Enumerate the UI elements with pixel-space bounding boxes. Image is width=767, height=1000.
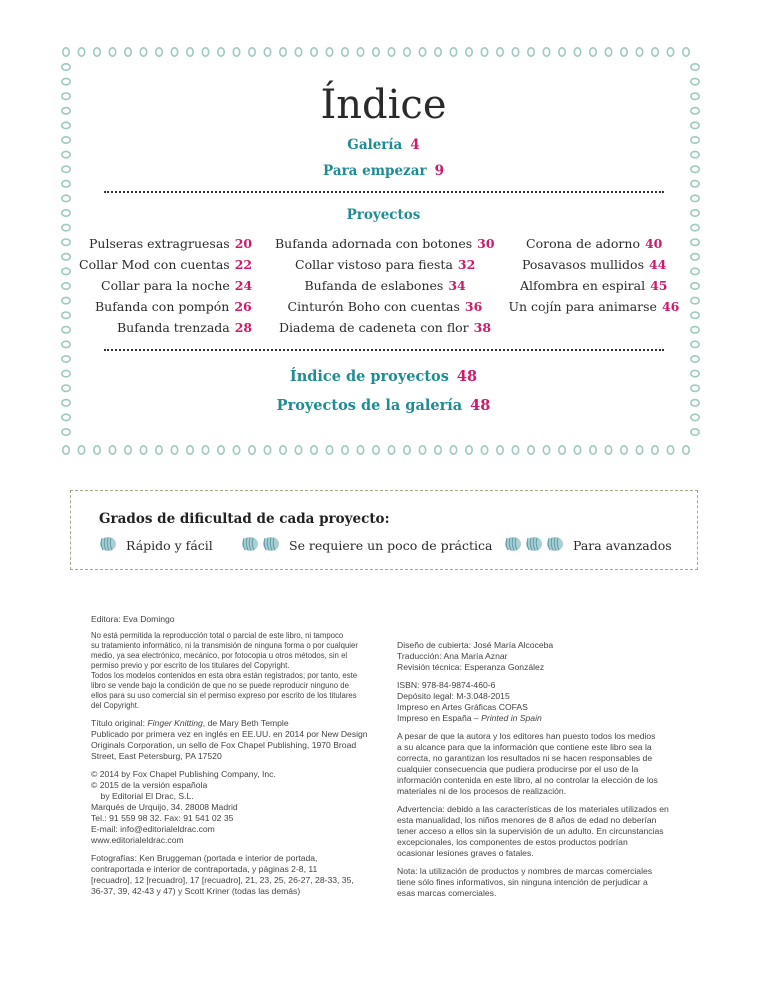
- frame-dot: [62, 429, 70, 435]
- copyright-block: [91, 769, 381, 846]
- frame-dot: [691, 312, 699, 318]
- toc-page: 34: [448, 278, 466, 293]
- toc-project-item[interactable]: [279, 320, 491, 335]
- frame-dot: [683, 446, 689, 454]
- grade-label: Para avanzados: [573, 538, 672, 553]
- toc-page: 36: [464, 299, 483, 314]
- frame-dot: [171, 48, 177, 56]
- frame-dot: [140, 446, 146, 454]
- grade-easy: [99, 536, 213, 555]
- frame-dot: [63, 48, 69, 56]
- warning: [397, 804, 707, 859]
- frame-dot: [342, 446, 348, 454]
- text-line: © 2014 by Fox Chapel Publishing Company, Inc.: [91, 769, 276, 779]
- text-line: A pesar de que la autora y los editores han puesto todos los medios: [397, 731, 656, 741]
- toc-page: 30: [477, 236, 495, 251]
- text-line: esas marcas comerciales.: [397, 888, 497, 898]
- frame-dot: [125, 48, 131, 56]
- text-line: ocasionar lesiones graves o fatales.: [397, 848, 534, 858]
- frame-dot: [388, 48, 394, 56]
- frame-dot: [466, 48, 472, 56]
- text-line: [recuadro], 12 [recuadro], 17 [recuadro], 21, 23, 25, 26-27, 28-33, 35,: [91, 875, 354, 885]
- frame-dot: [621, 48, 627, 56]
- toc-page: 44: [648, 257, 667, 272]
- frame-dot: [202, 446, 208, 454]
- toc-project-item[interactable]: [526, 236, 662, 251]
- frame-dot: [404, 446, 410, 454]
- toc-project-item[interactable]: [89, 236, 252, 251]
- toc-page: 48: [456, 368, 478, 385]
- difficulty-grades-box: [70, 490, 698, 570]
- frame-dot: [311, 446, 317, 454]
- text-line: materiales ni de los procesos de realización.: [397, 786, 567, 796]
- text-line: tiene sólo fines informativos, sin ninguna intención de perjudicar a: [397, 877, 648, 887]
- frame-dot: [94, 446, 100, 454]
- frame-dot: [140, 48, 146, 56]
- toc-project-item[interactable]: [79, 257, 252, 272]
- toc-page: 46: [661, 299, 680, 314]
- frame-dot: [450, 48, 456, 56]
- frame-dot: [691, 268, 699, 274]
- frame-dot: [311, 48, 317, 56]
- frame-dot: [62, 254, 70, 260]
- yarn-ball-icon: [99, 536, 117, 552]
- frame-dot: [94, 48, 100, 56]
- frame-dot: [62, 181, 70, 187]
- toc-project-item[interactable]: [101, 278, 252, 293]
- frame-dot: [233, 48, 239, 56]
- page-title: Índice: [320, 82, 447, 128]
- grades-title: Grados de dificultad de cada proyecto:: [99, 511, 390, 527]
- frame-dot: [62, 224, 70, 230]
- toc-label: Galería: [347, 137, 403, 153]
- frame-dot: [109, 48, 115, 56]
- frame-dot: [481, 48, 487, 56]
- toc-label: Índice de proyectos: [289, 368, 449, 385]
- frame-dot: [559, 446, 565, 454]
- toc-project-item[interactable]: [295, 257, 475, 272]
- toc-label: Bufanda de eslabones: [304, 278, 444, 293]
- yarn-ball-icon: [262, 536, 280, 552]
- toc-label: Collar para la noche: [101, 278, 230, 293]
- frame-dot: [62, 385, 70, 391]
- toc-label: Bufanda con pompón: [95, 299, 230, 314]
- photo-credits: [91, 853, 381, 897]
- dotted-divider: [104, 349, 664, 351]
- text-line: correcta, no garantizan los resultados ni se hacen responsables de: [397, 753, 653, 763]
- frame-dot: [590, 446, 596, 454]
- frame-dot: [481, 446, 487, 454]
- text-line: contraportada e interior de contraportada, y páginas 2-8, 11: [91, 864, 318, 874]
- yarn-ball-icon: [525, 536, 543, 552]
- text-line: del Copyright.: [91, 701, 140, 710]
- toc-label: Posavasos mullidos: [522, 257, 644, 272]
- toc-label: Cinturón Boho con cuentas: [287, 299, 460, 314]
- text-line: información contenida en este libro, al no controlar la elección de los: [397, 775, 658, 785]
- frame-dot: [574, 48, 580, 56]
- frame-dot: [187, 446, 193, 454]
- text-line: E-mail: info@editorialeldrac.com: [91, 824, 215, 834]
- toc-project-item[interactable]: [288, 299, 483, 314]
- frame-dot: [691, 181, 699, 187]
- frame-dot: [435, 48, 441, 56]
- toc-page: 20: [234, 236, 253, 251]
- text-line: © 2015 de la versión española: [91, 780, 208, 790]
- toc-page: 48: [470, 397, 491, 414]
- frame-dot: [63, 446, 69, 454]
- frame-dot: [373, 446, 379, 454]
- frame-dot: [280, 48, 286, 56]
- frame-dot: [125, 446, 131, 454]
- toc-page: 45: [650, 278, 668, 293]
- toc-page: 38: [473, 320, 492, 335]
- frame-dot: [691, 254, 699, 260]
- frame-dot: [62, 268, 70, 274]
- disclaimer: [397, 731, 707, 797]
- text-line: Diseño de cubierta: José María Alcoceba: [397, 640, 554, 650]
- toc-page: 24: [234, 278, 253, 293]
- frame-dot: [590, 48, 596, 56]
- toc-project-item[interactable]: [522, 257, 666, 272]
- frame-dot: [342, 48, 348, 56]
- text-line: Impreso en Artes Gráficas COFAS: [397, 702, 528, 712]
- frame-dot: [62, 327, 70, 333]
- toc-link-para-empezar[interactable]: [0, 163, 767, 179]
- text-line: Marqués de Urquijo, 34. 28008 Madrid: [91, 802, 238, 812]
- toc-label: Alfombra en espiral: [520, 278, 646, 293]
- text-line: libro se vende bajo la condición de que no se puede reproducir ninguno de: [91, 681, 349, 690]
- rights-notice: [91, 631, 381, 711]
- frame-dot: [574, 446, 580, 454]
- yarn-ball-icon: [241, 536, 259, 552]
- toc-label: Proyectos de la galería: [276, 397, 463, 414]
- frame-dot: [171, 446, 177, 454]
- yarn-ball-icon: [504, 536, 522, 552]
- frame-dot: [264, 48, 270, 56]
- frame-dot: [528, 446, 534, 454]
- frame-dot: [357, 48, 363, 56]
- frame-dot: [652, 446, 658, 454]
- toc-project-item[interactable]: [117, 320, 252, 335]
- text-line: Nota: la utilización de productos y nombres de marcas comerciales: [397, 866, 653, 876]
- frame-dot: [326, 446, 332, 454]
- toc-label: Pulseras extragruesas: [89, 236, 230, 251]
- toc-project-item[interactable]: [275, 236, 495, 251]
- frame-dot: [419, 446, 425, 454]
- frame-dot: [683, 48, 689, 56]
- toc-label: Collar Mod con cuentas: [79, 257, 230, 272]
- text-line: a su alcance para que la información que contiene este libro sea la: [397, 742, 652, 752]
- toc-label: Para empezar: [323, 163, 427, 179]
- frame-dot: [543, 446, 549, 454]
- frame-dot: [691, 385, 699, 391]
- frame-dot: [605, 48, 611, 56]
- grade-advanced: [504, 536, 672, 555]
- toc-label: Collar vistoso para fiesta: [295, 257, 453, 272]
- frame-dot: [62, 414, 70, 420]
- frame-dot: [62, 283, 70, 289]
- frame-dot: [388, 446, 394, 454]
- toc-label: Diadema de cadeneta con flor: [279, 320, 469, 335]
- frame-dot: [667, 48, 673, 56]
- text-line: Street, East Petersburg, PA 17520: [91, 751, 222, 761]
- toc-link-galeria[interactable]: [0, 137, 767, 153]
- toc-page: 9: [434, 163, 444, 179]
- text-line: Revisión técnica: Esperanza González: [397, 662, 545, 672]
- text-line: Publicado por primera vez en inglés en EE.UU. en 2014 por New Design: [91, 729, 368, 739]
- text-line: permiso previo y por escrito de los titulares del Copyright.: [91, 661, 290, 670]
- toc-project-item[interactable]: [520, 278, 668, 293]
- frame-dot: [373, 48, 379, 56]
- frame-dot: [202, 48, 208, 56]
- toc-page: 4: [410, 137, 420, 153]
- frame-dot: [62, 356, 70, 362]
- frame-dot: [691, 414, 699, 420]
- frame-dot: [691, 195, 699, 201]
- credits-left: [91, 614, 381, 904]
- text-line: Originals Corporation, un sello de Fox Chapel Publishing, 1970 Broad: [91, 740, 357, 750]
- toc-project-item[interactable]: [95, 299, 252, 314]
- original-title: Título original: Finger Knitting, de Mary Beth Temple Publicado por primera vez en inglés en EE.UU. en 2014 por New Design Originals Corporation, un sello de Fox Chapel Publishing, 1970 Broad Street, East Petersburg, PA 17520: [91, 718, 381, 762]
- text-line: tener acceso a ellos sin la supervisión de un adulto. En circunstancias: [397, 826, 664, 836]
- toc-project-item[interactable]: [305, 278, 466, 293]
- frame-dot: [691, 327, 699, 333]
- frame-dot: [280, 446, 286, 454]
- text-line: excepcionales, los componentes de estos productos podrían: [397, 837, 628, 847]
- toc-page: 26: [234, 299, 252, 314]
- frame-dot: [249, 446, 255, 454]
- frame-dot: [156, 446, 162, 454]
- frame-dot: [691, 356, 699, 362]
- frame-dot: [497, 446, 503, 454]
- frame-dot: [543, 48, 549, 56]
- toc-project-item[interactable]: [509, 299, 680, 314]
- frame-dot: [62, 64, 70, 70]
- text-line: Traducción: Ana María Aznar: [397, 651, 508, 661]
- frame-dot: [357, 446, 363, 454]
- frame-dot: [636, 48, 642, 56]
- frame-dot: [691, 239, 699, 245]
- toc-link-indice-proyectos[interactable]: [0, 368, 767, 385]
- frame-dot: [109, 446, 115, 454]
- frame-dot: [667, 446, 673, 454]
- frame-dot: [691, 341, 699, 347]
- frame-dot: [691, 297, 699, 303]
- toc-label: Bufanda trenzada: [117, 320, 230, 335]
- frame-dot: [559, 48, 565, 56]
- toc-label: Bufanda adornada con botones: [275, 236, 473, 251]
- text-line: cualquier consecuencia que pudiera producirse por el uso de la: [397, 764, 639, 774]
- text-line: No está permitida la reproducción total o parcial de este libro, ni tampoco: [91, 631, 344, 640]
- frame-dot: [264, 446, 270, 454]
- frame-dot: [435, 446, 441, 454]
- frame-dot: [419, 48, 425, 56]
- text-line: www.editorialeldrac.com: [91, 835, 184, 845]
- frame-dot: [62, 341, 70, 347]
- toc-label: Corona de adorno: [526, 236, 640, 251]
- frame-dot: [295, 48, 301, 56]
- toc-page: 28: [234, 320, 253, 335]
- frame-dot: [621, 446, 627, 454]
- frame-dot: [691, 64, 699, 70]
- frame-dot: [497, 48, 503, 56]
- dotted-divider: [104, 191, 664, 193]
- grade-medium: [241, 536, 492, 555]
- design-credits: [397, 640, 707, 673]
- frame-dot: [62, 239, 70, 245]
- frame-dot: [691, 224, 699, 230]
- credits-right: [397, 640, 707, 906]
- frame-dot: [466, 446, 472, 454]
- frame-dot: [62, 195, 70, 201]
- text-line: Advertencia: debido a las características de los materiales utilizados en: [397, 804, 669, 814]
- text-line: Todos los modelos contenidos en esta obra están registrados; por tanto, este: [91, 671, 358, 680]
- text-line: by Editorial El Drac, S.L.: [91, 791, 194, 801]
- toc-page: 32: [457, 257, 476, 272]
- frame-dot: [156, 48, 162, 56]
- frame-dot: [450, 446, 456, 454]
- text-line: Tel.: 91 559 98 32. Fax: 91 541 02 35: [91, 813, 234, 823]
- frame-dot: [187, 48, 193, 56]
- text-line: ISBN: 978-84-9874-460-6: [397, 680, 496, 690]
- frame-dot: [326, 48, 332, 56]
- text-line: Fotografías: Ken Bruggeman (portada e interior de portada,: [91, 853, 318, 863]
- frame-dot: [404, 48, 410, 56]
- text-line: medio, ya sea electrónico, mecánico, por fotocopia u otros métodos, sin el: [91, 651, 348, 660]
- isbn-block: ISBN: 978-84-9874-460-6 Depósito legal: M-3.048-2015 Impreso en Artes Gráficas COFAS Impreso en España – Printed in Spain: [397, 680, 707, 724]
- frame-dot: [528, 48, 534, 56]
- editor-credit: Editora: Eva Domingo: [91, 614, 175, 624]
- frame-dot: [249, 48, 255, 56]
- toc-page: 22: [234, 257, 253, 272]
- frame-dot: [218, 48, 224, 56]
- grade-label: Se requiere un poco de práctica: [289, 538, 493, 553]
- frame-dot: [218, 446, 224, 454]
- frame-dot: [62, 312, 70, 318]
- frame-dot: [636, 446, 642, 454]
- frame-dot: [78, 446, 84, 454]
- text-line: 36-37, 39, 42-43 y 47) y Scott Kriner (todas las demás): [91, 886, 301, 896]
- yarn-ball-icon: [546, 536, 564, 552]
- frame-dot: [512, 446, 518, 454]
- frame-dot: [295, 446, 301, 454]
- toc-page: 40: [644, 236, 663, 251]
- section-title-proyectos: Proyectos: [346, 207, 421, 223]
- frame-dot: [652, 48, 658, 56]
- frame-dot: [691, 429, 699, 435]
- text-line: esta manualidad, los niños menores de 8 años de edad no deberían: [397, 815, 657, 825]
- toc-link-proyectos-galeria[interactable]: [0, 397, 767, 414]
- text-line: su tratamiento informático, ni la transmisión de ninguna forma o por cualquier: [91, 641, 358, 650]
- frame-dot: [605, 446, 611, 454]
- text-line: Depósito legal: M-3.048-2015: [397, 691, 510, 701]
- text-line: ellos para su uso comercial sin el permiso expreso por escrito de los titulares: [91, 691, 357, 700]
- frame-dot: [62, 297, 70, 303]
- frame-dot: [691, 283, 699, 289]
- toc-label: Un cojín para animarse: [508, 299, 657, 314]
- frame-dot: [78, 48, 84, 56]
- note: [397, 866, 707, 899]
- frame-dot: [233, 446, 239, 454]
- grade-label: Rápido y fácil: [126, 538, 213, 553]
- frame-dot: [512, 48, 518, 56]
